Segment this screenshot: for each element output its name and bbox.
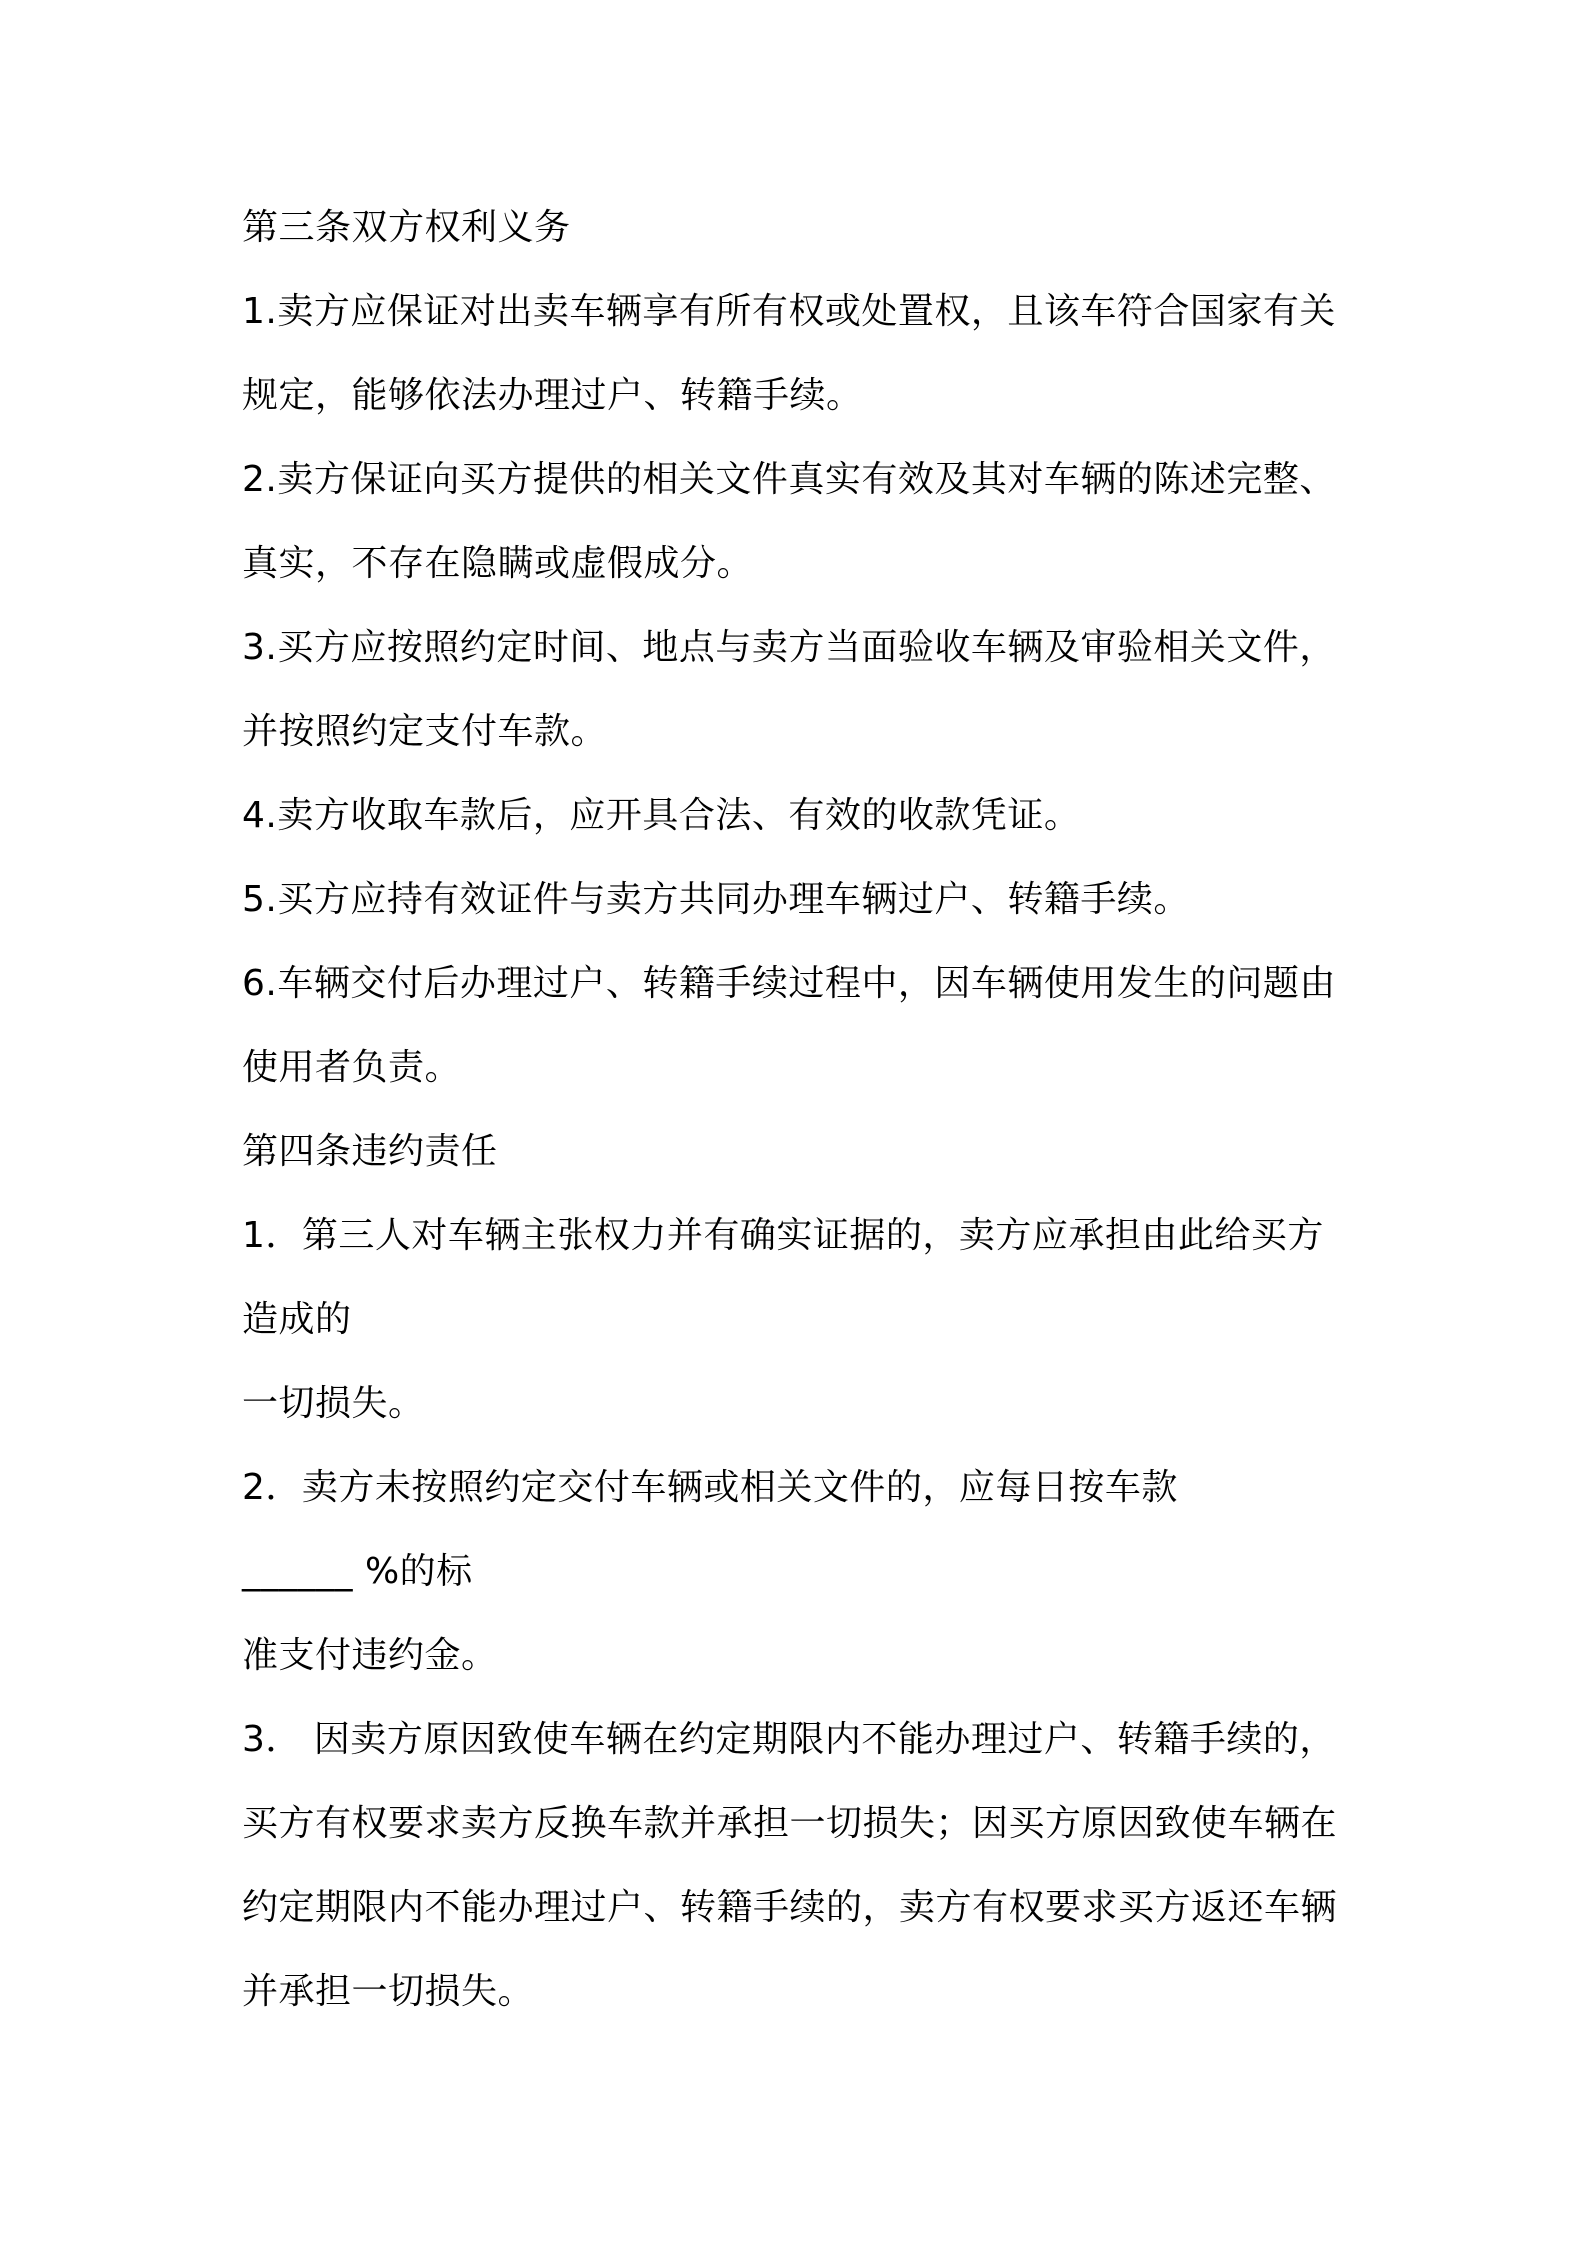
clause-4-1-line-1: 1．第三人对车辆主张权力并有确实证据的，卖方应承担由此给买方 <box>242 1215 1324 1256</box>
clause-3-5: 5.买方应持有效证件与卖方共同办理车辆过户、转籍手续。 <box>242 879 1190 920</box>
clause-3-3-line-1: 3.买方应按照约定时间、地点与卖方当面验收车辆及审验相关文件， <box>242 627 1336 668</box>
section-heading-3: 第三条双方权利义务 <box>242 207 571 248</box>
clause-3-3-line-2: 并按照约定支付车款。 <box>242 711 608 752</box>
clause-3-6-line-2: 使用者负责。 <box>242 1047 462 1088</box>
clause-3-2-line-2: 真实，不存在隐瞒或虚假成分。 <box>242 543 754 584</box>
clause-4-1-line-3: 一切损失。 <box>242 1383 425 1424</box>
clause-3-1-line-1: 1.卖方应保证对出卖车辆享有所有权或处置权，且该车符合国家有关 <box>242 291 1336 332</box>
clause-4-1-line-2: 造成的 <box>242 1299 352 1340</box>
clause-4-2-line-2: ______ %的标 <box>242 1551 473 1592</box>
clause-4-3-line-2: 买方有权要求卖方反换车款并承担一切损失；因买方原因致使车辆在 <box>242 1803 1338 1844</box>
clause-3-4: 4.卖方收取车款后，应开具合法、有效的收款凭证。 <box>242 795 1081 836</box>
clause-3-6-line-1: 6.车辆交付后办理过户、转籍手续过程中，因车辆使用发生的问题由 <box>242 963 1336 1004</box>
clause-4-3-line-3: 约定期限内不能办理过户、转籍手续的，卖方有权要求买方返还车辆 <box>242 1887 1338 1928</box>
clause-3-1-line-2: 规定，能够依法办理过户、转籍手续。 <box>242 375 863 416</box>
clause-4-3-line-1: 3． 因卖方原因致使车辆在约定期限内不能办理过户、转籍手续的， <box>242 1719 1336 1760</box>
clause-3-2-line-1: 2.卖方保证向买方提供的相关文件真实有效及其对车辆的陈述完整、 <box>242 459 1336 500</box>
clause-4-3-line-4: 并承担一切损失。 <box>242 1971 535 2012</box>
section-heading-4: 第四条违约责任 <box>242 1131 498 1172</box>
clause-4-2-line-1: 2．卖方未按照约定交付车辆或相关文件的，应每日按车款 <box>242 1467 1178 1508</box>
clause-4-2-line-3: 准支付违约金。 <box>242 1635 498 1676</box>
